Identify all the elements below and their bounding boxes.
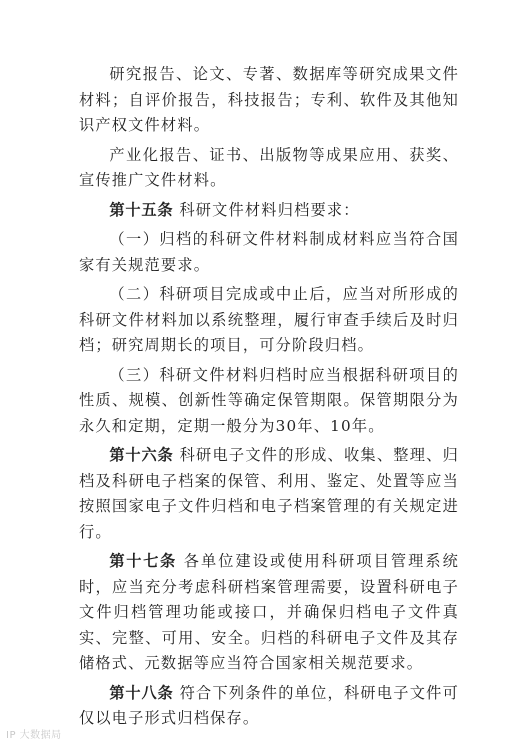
paragraph-text: （三）科研文件材料归档时应当根据科研项目的性质、规模、创新性等确定保管期限。保管期限分为永久和定期，定期一般分为30年、10年。 [79,365,459,435]
article-number: 第十八条 [109,683,174,702]
article-16 [79,443,459,545]
article-15-item-2 [79,282,459,359]
article-number: 第十七条 [109,552,177,570]
paragraph-text: 符合下列条件的单位，科研电子文件可仅以电子形式归档保存。 [79,683,459,727]
article-number: 第十六条 [109,446,174,464]
article-15-item-1 [79,227,459,278]
paragraph-text: （二）科研项目完成或中止后，应当对所形成的科研文件材料加以系统整理，履行审查手续后及时归档；研究周期长的项目，可分阶段归档。 [79,285,459,354]
article-number: 第十五条 [109,200,174,219]
paragraph-text: 产业化报告、证书、出版物等成果应用、获奖、宣传推广文件材料。 [79,145,459,189]
paragraph-research-outputs [79,62,459,139]
document-page [79,62,459,732]
paragraph-text: 科研电子文件的形成、收集、整理、归档及科研电子档案的保管、利用、鉴定、处置等应当按照国家电子文件归档和电子档案管理的有关规定进行。 [79,446,459,541]
paragraph-industrialization [79,143,459,194]
paragraph-text: 研究报告、论文、专著、数据库等研究成果文件材料；自评价报告，科技报告；专利、软件及其他知识产权文件材料。 [79,65,459,134]
paragraph-text: 各单位建设或使用科研项目管理系统时，应当充分考虑科研档案管理需要，设置科研电子文件归档管理功能或接口，并确保归档电子文件真实、完整、可用、安全。归档的科研电子文件及其存储格式、元数据等应当符合国家相关规范要求。 [79,552,460,672]
paragraph-text: （一）归档的科研文件材料制成材料应当符合国家有关规范要求。 [79,230,459,274]
article-15-heading [79,198,459,224]
article-15-item-3 [79,363,459,440]
article-17 [79,549,459,677]
paragraph-text: 科研文件材料归档要求： [179,200,360,219]
watermark-logo [6,726,62,741]
watermark-text: IP 大数据局 [6,730,62,741]
article-18 [79,681,459,732]
